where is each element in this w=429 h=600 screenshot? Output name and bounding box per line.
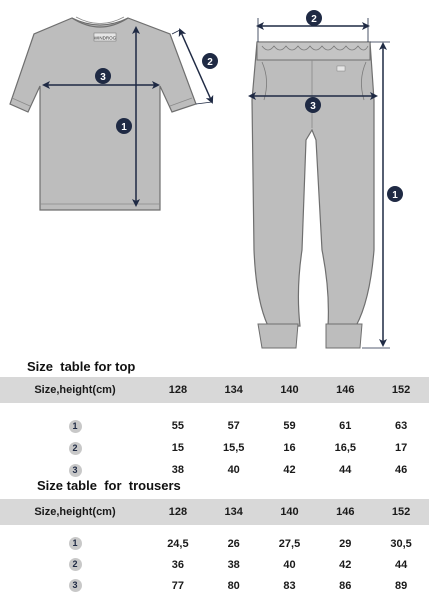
table-cell: 63: [394, 420, 408, 432]
size-header: 140: [262, 377, 318, 403]
size-header: 152: [373, 377, 429, 403]
trousers-table-title: Size table for trousers: [37, 478, 181, 493]
table-cell: 44: [339, 464, 352, 476]
table-cell: 38: [227, 558, 240, 571]
measure-marker: 3: [69, 579, 82, 592]
table-cell: 59: [283, 420, 296, 432]
tshirt-marker-2-text: 2: [207, 57, 213, 68]
table-cell: 89: [394, 579, 408, 592]
table-cell: 17: [394, 442, 408, 454]
table-row: [0, 575, 429, 596]
table-cell: 80: [227, 579, 240, 592]
size-header: 146: [317, 499, 373, 525]
table-cell: 38: [171, 464, 185, 476]
table-cell: 16,5: [334, 442, 356, 454]
tshirt-marker-3-text: 3: [100, 72, 106, 83]
table-cell: 29: [339, 537, 352, 550]
measure-marker: 3: [69, 464, 82, 477]
table-cell: 36: [171, 558, 185, 571]
trousers-drawing: [250, 10, 403, 348]
table-cell: 44: [394, 558, 408, 571]
table-cell: 24,5: [167, 537, 189, 550]
table-cell: 26: [227, 537, 240, 550]
table-cell: 15,5: [222, 442, 245, 454]
size-header: 152: [373, 499, 429, 525]
tshirt-label-text: WINDROG: [93, 35, 117, 41]
table-cell: 15: [171, 442, 185, 454]
table-row: [0, 415, 429, 437]
table-row: [0, 533, 429, 554]
size-header: 128: [150, 377, 206, 403]
table-cell: 77: [171, 579, 185, 592]
size-header: 140: [262, 499, 318, 525]
table-cell: 83: [283, 579, 296, 592]
header-label: Size,height(cm): [0, 499, 150, 525]
table-cell: 42: [339, 558, 352, 571]
table-cell: 61: [339, 420, 352, 432]
header-label: Size,height(cm): [0, 377, 150, 403]
trousers-marker-2-text: 2: [311, 14, 317, 25]
table-cell: 46: [394, 464, 408, 476]
top-table-title: Size table for top: [27, 359, 136, 374]
tshirt-marker-1-text: 1: [121, 122, 127, 133]
trousers-right-cuff: [326, 324, 362, 348]
trousers-marker-1-text: 1: [392, 190, 398, 201]
measure-marker: 2: [69, 558, 82, 571]
top-size-table: [0, 377, 429, 481]
trousers-waistband: [257, 42, 370, 60]
measure-marker: 2: [69, 442, 82, 455]
tshirt-body: [10, 18, 196, 210]
table-cell: 27,5: [278, 537, 301, 550]
table-cell: 40: [227, 464, 240, 476]
trousers-table-header: [0, 499, 429, 525]
measure-marker: 1: [69, 420, 82, 433]
table-cell: 16: [283, 442, 296, 454]
table-row: [0, 437, 429, 459]
size-header: 134: [206, 377, 262, 403]
table-cell: 42: [283, 464, 296, 476]
measure-marker: 1: [69, 537, 82, 550]
size-header: 134: [206, 499, 262, 525]
table-cell: 86: [339, 579, 352, 592]
table-cell: 30,5: [390, 537, 412, 550]
table-cell: 55: [171, 420, 185, 432]
trousers-marker-3-text: 3: [310, 101, 316, 112]
top-table-header: [0, 377, 429, 403]
table-row: [0, 554, 429, 575]
table-cell: 57: [227, 420, 240, 432]
size-header: 146: [317, 377, 373, 403]
trousers-body: [252, 42, 374, 326]
trousers-size-table: [0, 499, 429, 596]
size-header: 128: [150, 499, 206, 525]
trousers-left-cuff: [258, 324, 298, 348]
table-cell: 40: [283, 558, 296, 571]
tshirt-drawing: [10, 17, 218, 210]
